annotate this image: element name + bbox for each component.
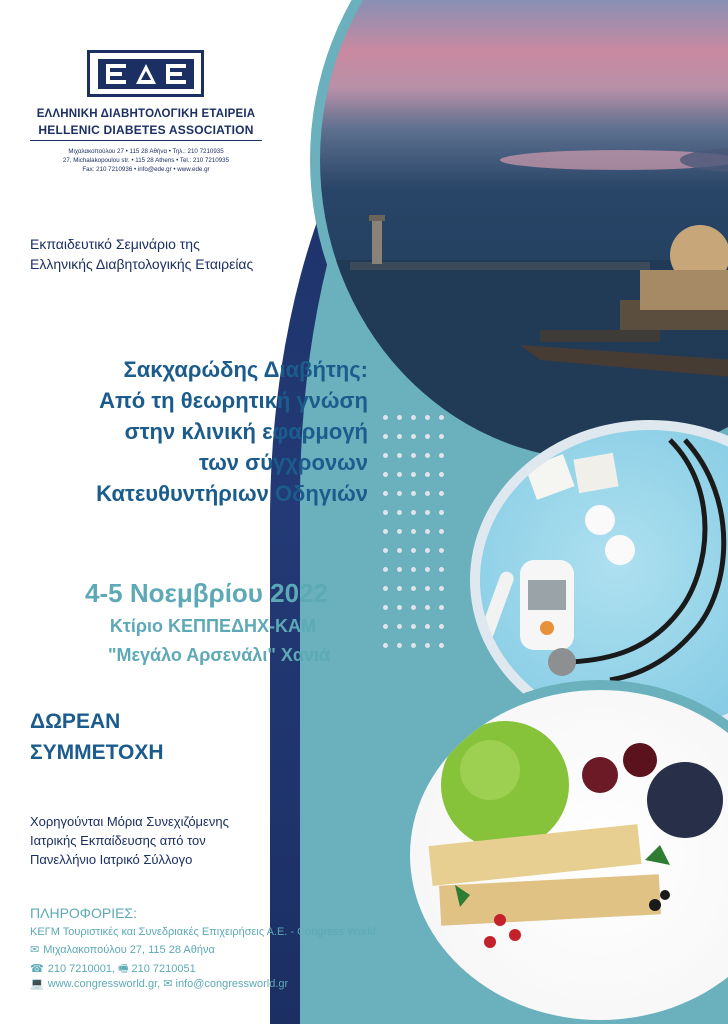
decorative-dot <box>397 605 402 610</box>
decorative-dot <box>411 567 416 572</box>
decorative-dot <box>439 434 444 439</box>
decorative-dot <box>439 548 444 553</box>
computer-icon: 💻 <box>30 978 44 990</box>
ede-logo <box>87 50 204 97</box>
decorative-dot <box>411 586 416 591</box>
decorative-dot <box>397 453 402 458</box>
decorative-dot <box>425 605 430 610</box>
event-venue: Κτίριο ΚΕΠΠΕΔΗΧ-ΚΑΜ <box>109 616 316 636</box>
decorative-dot <box>439 491 444 496</box>
decorative-dot <box>425 510 430 515</box>
decorative-dot <box>439 472 444 477</box>
org-address-line: Fax: 210 7210936 • info@ede.gr • www.ede.gr <box>82 166 210 173</box>
ede-logo-mark <box>96 57 196 91</box>
decorative-dot <box>425 529 430 534</box>
decorative-dot <box>411 415 416 420</box>
decorative-dot <box>397 529 402 534</box>
subtitle-line: Ελληνικής Διαβητολογικής Εταιρείας <box>30 256 254 272</box>
org-name-greek: ΕΛΛΗΝΙΚΗ ΔΙΑΒΗΤΟΛΟΓΙΚΗ ΕΤΑΙΡΕΙΑ <box>36 108 256 120</box>
organizer-address <box>30 943 215 956</box>
decorative-dot <box>383 472 388 477</box>
org-name-english: HELLENIC DIABETES ASSOCIATION <box>38 123 254 137</box>
decorative-dot <box>397 586 402 591</box>
decorative-dot <box>411 643 416 648</box>
decorative-dot <box>397 472 402 477</box>
free-participation-line: ΣΥΜΜΕΤΟΧΗ <box>30 741 164 764</box>
decorative-dot <box>383 643 388 648</box>
decorative-dot <box>425 624 430 629</box>
decorative-dot <box>383 434 388 439</box>
free-participation-line: ΔΩΡΕΑΝ <box>30 710 121 733</box>
organizer-web-email <box>30 977 288 990</box>
decorative-dot <box>397 643 402 648</box>
title-line: Σακχαρώδης Διαβήτης: <box>123 357 368 382</box>
decorative-dot <box>439 415 444 420</box>
decorative-dot <box>411 434 416 439</box>
decorative-dot <box>425 415 430 420</box>
decorative-dot <box>411 548 416 553</box>
event-venue-location: "Μεγάλο Αρσενάλι" Χανιά <box>107 645 330 665</box>
seminar-subtitle <box>30 234 253 274</box>
decorative-dot <box>425 586 430 591</box>
decorative-dot <box>439 605 444 610</box>
decorative-dot <box>439 643 444 648</box>
cme-credits-text <box>30 812 229 869</box>
divider <box>30 140 262 141</box>
org-address-line: 27, Michalakopoulou str. • 115 28 Athens • Tel.: 210 7210935 <box>62 157 230 164</box>
decorative-dot <box>397 567 402 572</box>
title-line: Από τη θεωρητική γνώση <box>99 388 368 413</box>
decorative-dot <box>383 491 388 496</box>
decorative-dot <box>397 548 402 553</box>
organizer-company: ΚΕΓΜ Τουριστικές και Συνεδριακές Επιχειρήσεις Α.Ε. - Congress World <box>30 926 376 938</box>
decorative-dot <box>411 605 416 610</box>
phone-icon: ☎ <box>30 963 44 975</box>
org-address-line: Μιχαλακοπούλου 27 • 115 28 Αθήνα • Τηλ.: 210 7210935 <box>68 148 224 155</box>
decorative-dot <box>397 510 402 515</box>
title-line: στην κλινική εφαρμογή <box>124 419 368 444</box>
decorative-dot <box>425 434 430 439</box>
decorative-dot <box>383 415 388 420</box>
decorative-dot <box>397 415 402 420</box>
decorative-dot <box>411 510 416 515</box>
event-date: 4-5 Νοεμβρίου 2022 <box>85 578 328 608</box>
decorative-dot <box>439 624 444 629</box>
cme-line: Χορηγούνται Μόρια Συνεχιζόμενης <box>30 814 229 829</box>
decorative-dot <box>383 605 388 610</box>
title-line: των σύγχρονων <box>199 450 368 475</box>
decorative-dot <box>425 453 430 458</box>
decorative-dot <box>439 567 444 572</box>
decorative-dot <box>425 491 430 496</box>
decorative-dot <box>383 529 388 534</box>
decorative-dot <box>425 567 430 572</box>
decorative-dot <box>411 624 416 629</box>
decorative-dot <box>383 510 388 515</box>
decorative-dot <box>411 529 416 534</box>
decorative-dot <box>397 434 402 439</box>
decorative-dot <box>439 586 444 591</box>
cme-line: Πανελλήνιο Ιατρικό Σύλλογο <box>30 852 193 867</box>
organizer-web-email-text[interactable]: www.congressworld.gr, ✉ info@congressworld.gr <box>47 978 289 990</box>
decorative-dot <box>383 567 388 572</box>
decorative-dot <box>425 472 430 477</box>
decorative-dot <box>439 529 444 534</box>
title-line: Κατευθυντήριων Οδηγιών <box>96 481 368 506</box>
decorative-dot <box>397 491 402 496</box>
decorative-dot <box>383 548 388 553</box>
decorative-dot <box>439 510 444 515</box>
decorative-dot <box>397 624 402 629</box>
event-title <box>28 354 368 509</box>
cme-line: Ιατρικής Εκπαίδευσης από τον <box>30 833 206 848</box>
decorative-dot <box>411 453 416 458</box>
decorative-dot <box>383 586 388 591</box>
decorative-dot <box>425 548 430 553</box>
decorative-dot <box>411 491 416 496</box>
decorative-dot <box>383 453 388 458</box>
decorative-dot <box>383 624 388 629</box>
decorative-dot <box>439 453 444 458</box>
organizer-phones-text: 210 7210001, 🖷 210 7210051 <box>47 963 196 975</box>
decorative-dot <box>425 643 430 648</box>
subtitle-line: Εκπαιδευτικό Σεμινάριο της <box>30 236 200 252</box>
decorative-dot <box>411 472 416 477</box>
organizer-address-text: Μιχαλακοπούλου 27, 115 28 Αθήνα <box>43 944 215 956</box>
info-heading: ΠΛΗΡΟΦΟΡΙΕΣ: <box>30 905 137 921</box>
mail-icon: ✉ <box>30 944 40 956</box>
